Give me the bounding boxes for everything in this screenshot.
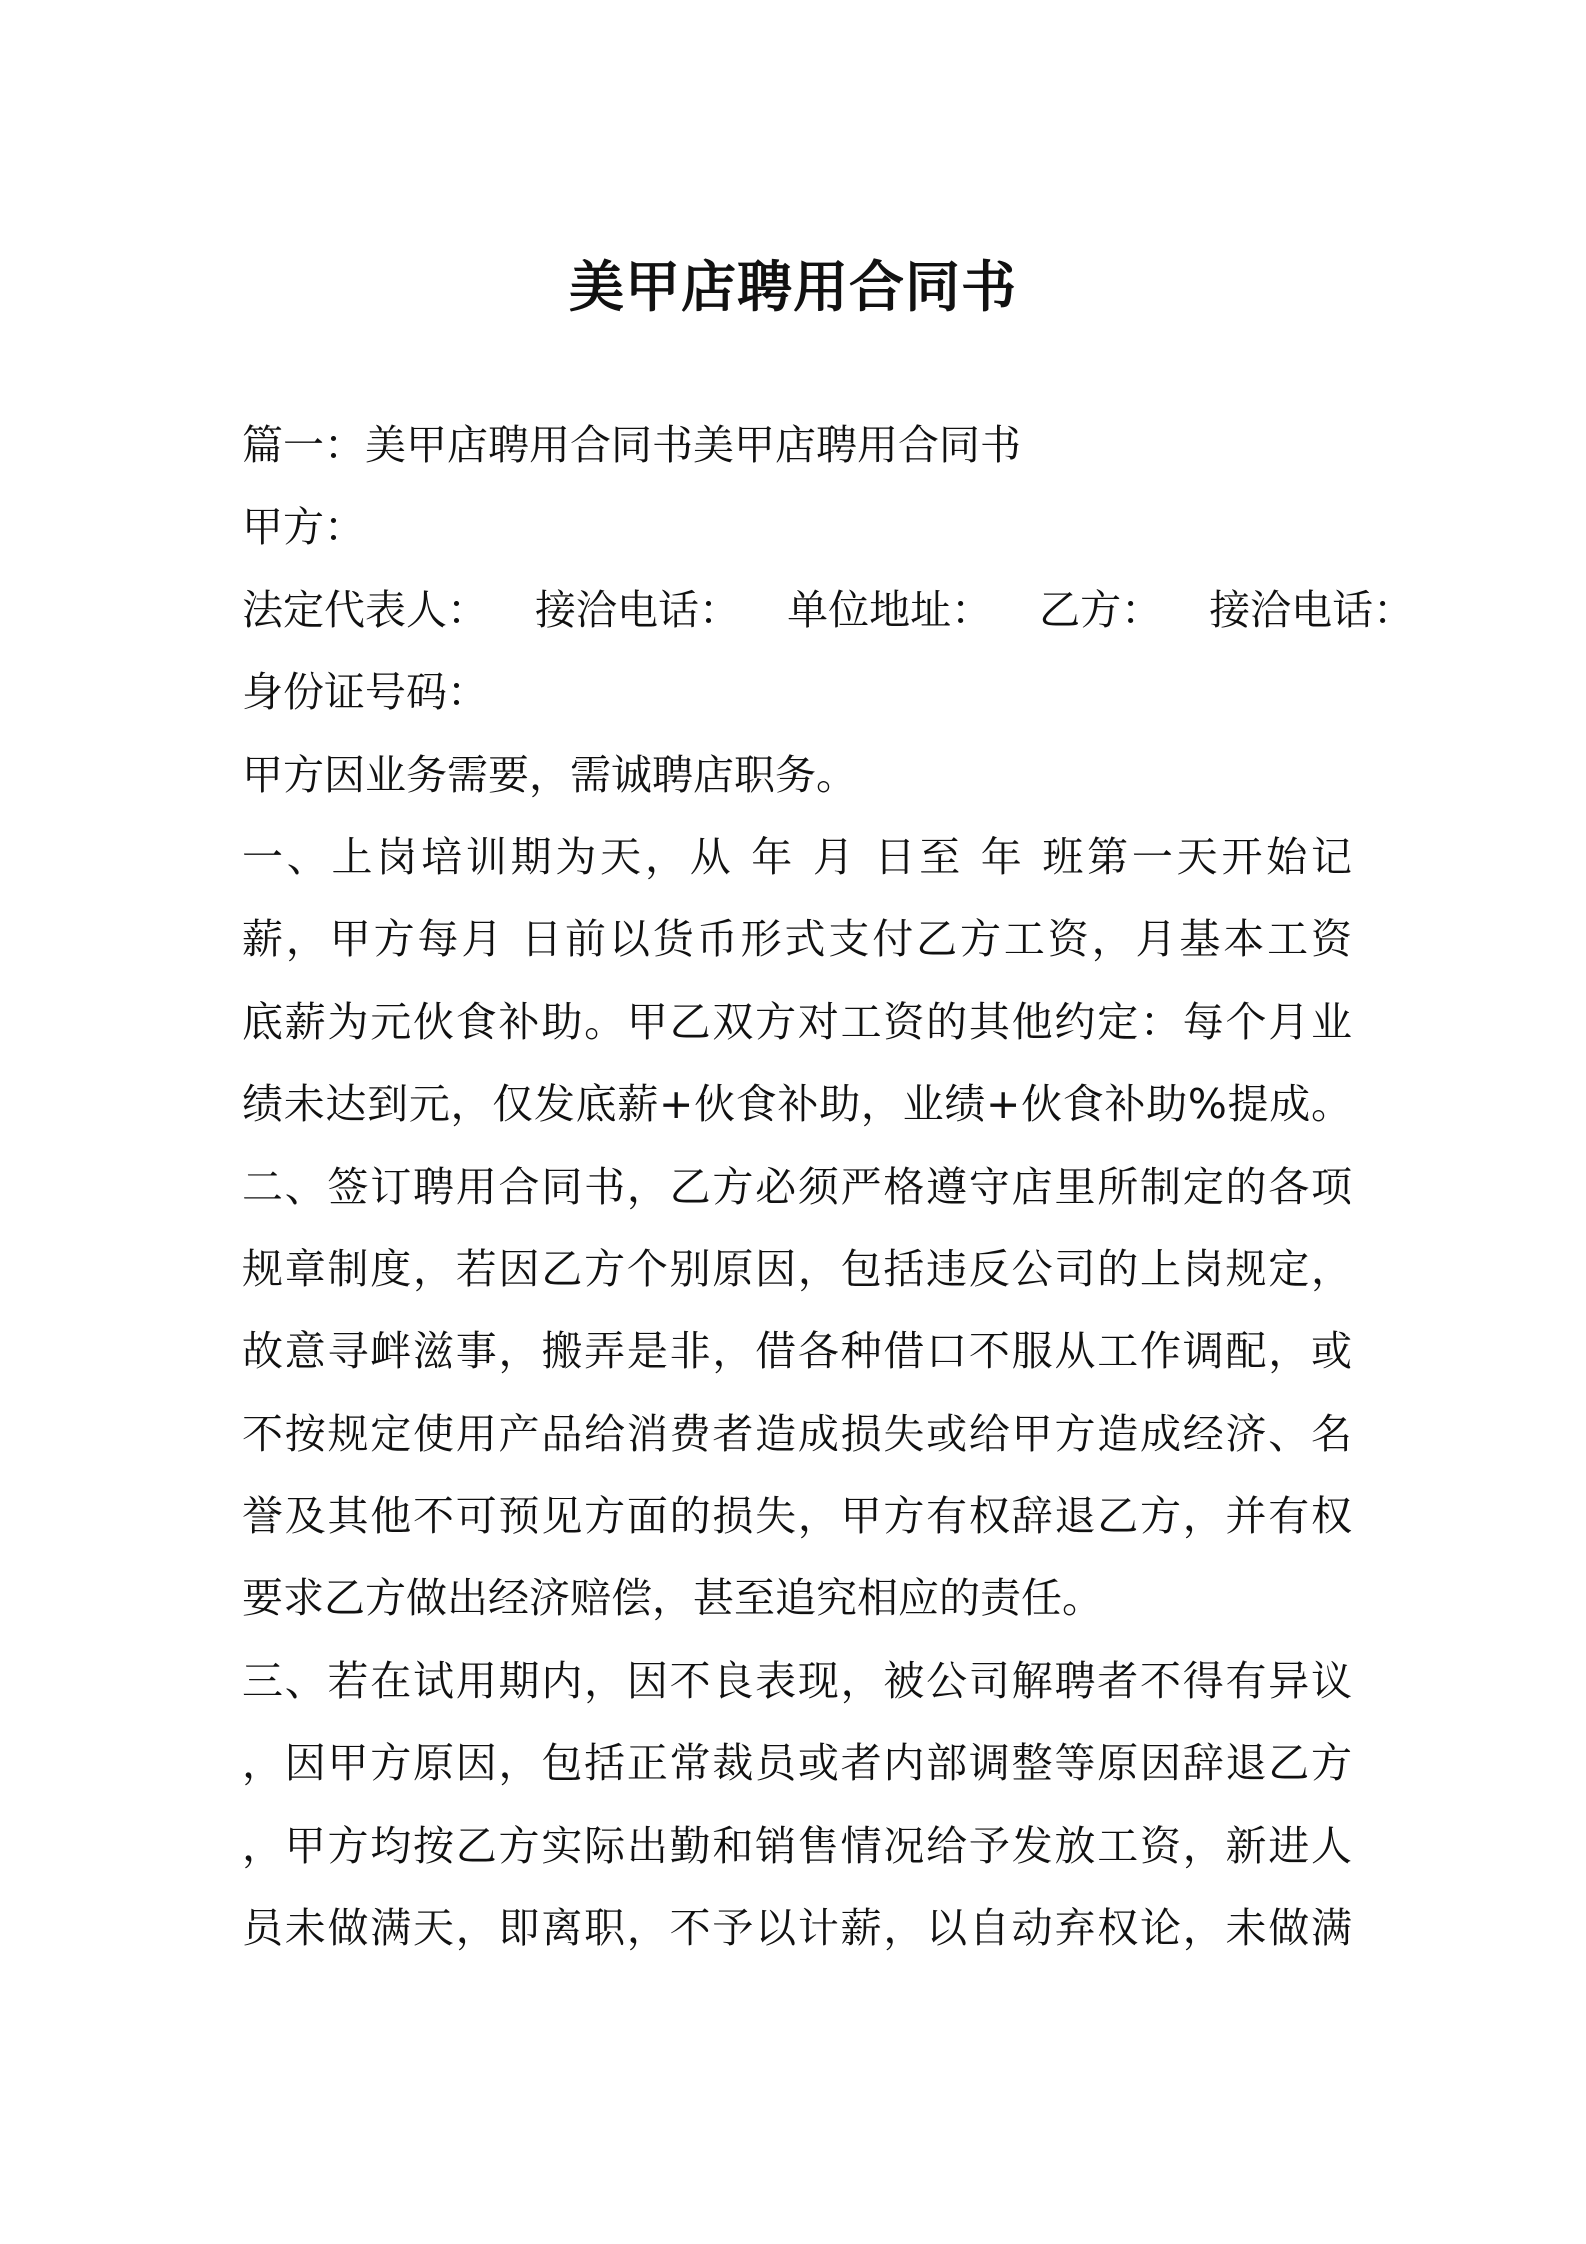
party-b-phone-label: 接洽电话： — [1209, 585, 1415, 634]
clause-3-line-2: ，因甲方原因，包括正常裁员或者内部调整等原因辞退乙方 — [242, 1739, 1352, 1788]
clause-3-line-1: 三、若在试用期内，因不良表现，被公司解聘者不得有异议 — [242, 1656, 1352, 1705]
id-number-label: 身份证号码： — [242, 668, 488, 717]
section-heading: 篇一：美甲店聘用合同书美甲店聘用合同书 — [242, 421, 1021, 469]
clause-3-line-4: 员未做满天，即离职，不予以计薪，以自动弃权论，未做满 — [242, 1904, 1352, 1953]
address-label: 单位地址： — [787, 585, 993, 634]
clause-1-line-2: 薪，甲方每月 日前以货币形式支付乙方工资，月基本工资 — [242, 915, 1352, 964]
clause-1-line-1: 一、上岗培训期为天，从 年 月 日至 年 班第一天开始记 — [242, 832, 1352, 881]
clause-2-line-4: 不按规定使用产品给消费者造成损失或给甲方造成经济、名 — [242, 1409, 1352, 1458]
clause-3-line-3: ，甲方均按乙方实际出勤和销售情况给予发放工资，新进人 — [242, 1821, 1352, 1870]
intro-paragraph: 甲方因业务需要，需诚聘店职务。 — [242, 750, 857, 799]
contact-fields-row — [242, 569, 1415, 651]
clause-2-line-6: 要求乙方做出经济赔偿，甚至追究相应的责任。 — [242, 1574, 1103, 1623]
clause-2-line-1: 二、签订聘用合同书，乙方必须严格遵守店里所制定的各项 — [242, 1162, 1352, 1211]
party-a-label: 甲方： — [242, 503, 365, 552]
legal-representative-label: 法定代表人： — [242, 585, 488, 634]
clause-2-line-5: 誉及其他不可预见方面的损失，甲方有权辞退乙方，并有权 — [242, 1492, 1352, 1541]
contract-body — [242, 404, 1415, 1969]
clause-2-line-3: 故意寻衅滋事，搬弄是非，借各种借口不服从工作调配，或 — [242, 1327, 1352, 1376]
clause-1-line-3: 底薪为元伙食补助。甲乙双方对工资的其他约定：每个月业 — [242, 997, 1352, 1046]
party-b-label: 乙方： — [1039, 585, 1163, 634]
clause-2-line-2: 规章制度，若因乙方个别原因，包括违反公司的上岗规定， — [242, 1244, 1352, 1293]
party-a-phone-label: 接洽电话： — [535, 585, 741, 634]
clause-1-line-4: 绩未达到元，仅发底薪+伙食补助，业绩+伙食补助%提成。 — [242, 1080, 1352, 1129]
document-title: 美甲店聘用合同书 — [568, 255, 1017, 319]
